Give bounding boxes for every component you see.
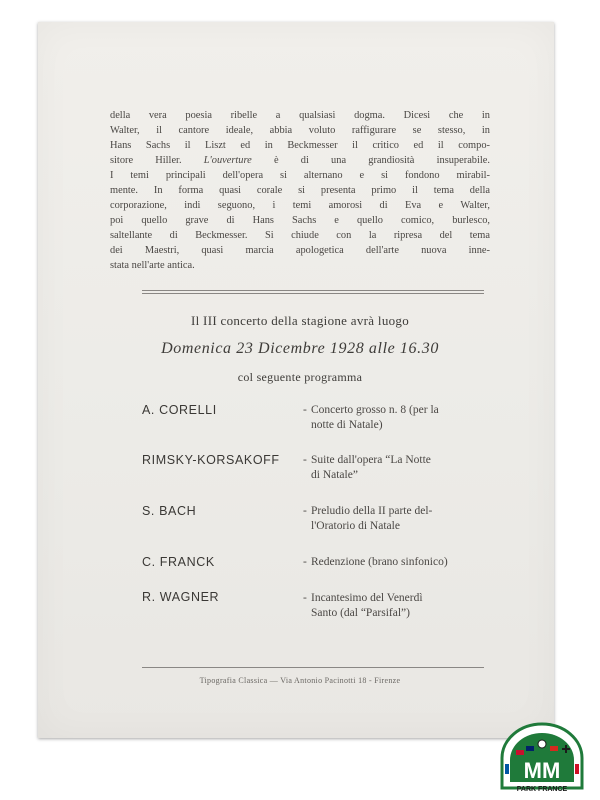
work-line: Santo (dal “Parsifal”): [311, 607, 410, 619]
flag-icon: [575, 764, 579, 774]
star-roundel-icon: [538, 740, 546, 748]
intro-line: saltellante di Beckmesser. Si chiude con la ripresa del tema: [110, 230, 490, 241]
intro-line: dei Maestri, quasi marcia apologetica dell'arte nuova inne-: [110, 245, 490, 256]
announcement-line: Il III concerto della stagione avrà luogo: [190, 313, 410, 328]
intro-line: corporazione, indi seguono, i temi amorosi di Eva e Walter,: [110, 200, 490, 211]
logo-monogram: MM: [523, 758, 561, 783]
intro-paragraph: [110, 108, 490, 273]
intro-italic-term: L'ouverture: [203, 155, 252, 166]
composer-name: R. WAGNER: [142, 590, 220, 604]
intro-line: della vera poesia ribelle a qualsiasi dogma. Dicesi che in: [110, 110, 490, 121]
printer-imprint: Tipografia Classica — Via Antonio Pacinotti 18 - Firenze: [199, 676, 401, 685]
footer-divider: [142, 667, 484, 668]
flag-icon: [505, 764, 509, 774]
park-france-logo: [494, 722, 590, 794]
work-line: di Natale”: [311, 469, 358, 481]
intro-line: [110, 153, 490, 168]
intro-line: Walter, il cantore ideale, abbia voluto raffigurare se stesso, in: [110, 125, 490, 136]
work-line: Preludio della II parte del-: [311, 505, 433, 517]
work-line: Incantesimo del Venerdì: [311, 592, 423, 604]
intro-line: poi quello grave di Hans Sachs e quello comico, burlesco,: [110, 215, 490, 226]
program-work: - Incantesimo del Venerdì Santo (dal “Parsifal”): [311, 591, 491, 621]
composer-name: A. CORELLI: [142, 403, 217, 417]
intro-line: I temi principali dell'opera si alternano e si fondono mirabil-: [110, 170, 490, 181]
intro-line: stata nell'arte antica.: [110, 260, 195, 271]
program-work: - Preludio della II parte del- l'Oratorio di Natale: [311, 504, 491, 534]
program-work: - Concerto grosso n. 8 (per la notte di Natale): [311, 403, 491, 433]
work-line: Redenzione (brano sinfonico): [311, 556, 448, 568]
program-work: - Redenzione (brano sinfonico): [311, 555, 491, 570]
flag-icon: [526, 746, 534, 751]
work-line: Concerto grosso n. 8 (per la: [311, 404, 439, 416]
program-work: - Suite dall'opera “La Notte di Natale”: [311, 453, 491, 483]
work-line: l'Oratorio di Natale: [311, 520, 400, 532]
work-line: notte di Natale): [311, 419, 383, 431]
composer-name: RIMSKY-KORSAKOFF: [142, 453, 280, 467]
intro-line-start: sitore Hiller.: [110, 155, 182, 166]
intro-line: Hans Sachs il Liszt ed in Beckmesser il critico ed il compo-: [110, 140, 490, 151]
concert-date: Domenica 23 Dicembre 1928 alle 16.30: [161, 340, 439, 357]
logo-subtitle: PARK FRANCE: [516, 786, 568, 793]
composer-name: C. FRANCK: [142, 555, 215, 569]
flag-icon: [550, 746, 558, 751]
intro-line-rest: è di una grandiosità insuperabile.: [273, 155, 490, 166]
composer-name: S. BACH: [142, 504, 197, 518]
section-divider: [142, 290, 484, 294]
announcement-subtitle: col seguente programma: [237, 370, 363, 384]
intro-line: mente. In forma quasi corale si presenta primo il tema della: [110, 185, 490, 196]
flag-icon: [516, 750, 524, 755]
work-line: Suite dall'opera “La Notte: [311, 454, 431, 466]
